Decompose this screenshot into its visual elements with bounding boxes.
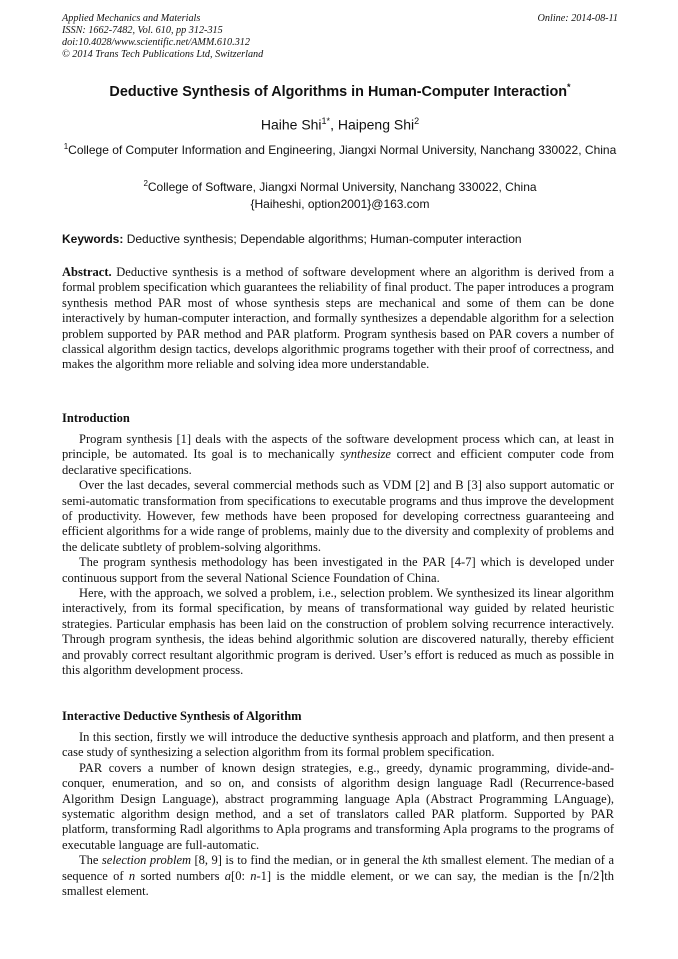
affiliation-2-mark: 2 (143, 179, 148, 188)
author-1: Haihe Shi (260, 116, 322, 133)
author-2: Haipeng Shi (337, 116, 415, 133)
doi-line: doi:10.4028/www.scientific.net/AMM.610.312 (62, 37, 250, 48)
paragraph: Here, with the approach, we solved a problem, i.e., selection problem. We synthesized its linear algorithm interactively, from its formal specification, by means of transformational way guided by related heuristic strategies. Particular emphasis has been laid on the construction of problem solving recurrence interactively. Through program synthesis, the ideas behind algorithmic solution are discovered naturally, thereby efficient and provably correct resultant algorithmic program is derived. User’s effort is reduced as much as possible in this algorithm development process. (62, 586, 614, 678)
ceiling-expression: ⌈n/2⌉ (578, 868, 605, 883)
paragraph: Over the last decades, several commercial methods such as VDM [2] and B [3] also support automatic or semi-automatic transformation from specifications to executable programs and thus improve the development of productivity. However, few methods have been proposed for developing correctness guaranteeing and efficient algorithms for a wide range of problems, mainly due to the diversity and complexity of problems and the delicate subtlety of problem-solving algorithms. (62, 478, 614, 554)
issn-line: ISSN: 1662-7482, Vol. 610, pp 312-315 (62, 25, 223, 36)
keywords-text: Deductive synthesis; Dependable algorithms; Human-computer interaction (123, 232, 522, 246)
paragraph: The program synthesis methodology has been investigated in the PAR [4-7] which is developed under continuous support from the several National Science Foundation of China. (62, 555, 614, 585)
math-var: n (250, 868, 257, 883)
text-run: sorted numbers (135, 868, 225, 883)
math-var: a (224, 868, 232, 883)
keywords (62, 232, 618, 246)
online-date: Online: 2014-08-11 (537, 13, 618, 24)
text-run: [8, 9] is to find the median, or in general the (191, 853, 423, 868)
affiliation-2 (62, 176, 618, 195)
author-email: {Haiheshi, option2001}@163.com (250, 197, 430, 211)
section-heading-introduction: Introduction (62, 411, 130, 425)
text-run: Program synthesis [1] deals with the aspects of the software development process which can, at least in principle, be automated. Its goal is to mechanically (62, 432, 614, 462)
emphasis: selection problem (101, 853, 192, 868)
abstract-label: Abstract. (62, 265, 112, 279)
paragraph: PAR covers a number of known design strategies, e.g., greedy, dynamic programming, divide-and-conquer, enumeration, and so on, and consists of algorithm design language Radl (Recurrence-based Algorithm Design Language), abstract programming language Apla (Abstract Programming LAnguage), systematic algorithm design method, and a set of translators called PAR platform. Supported by PAR platform, transforming Radl algorithms to Apla programs and transforming Apla programs to the programs of executable language are full-automatic. (62, 760, 614, 852)
affiliation-1-mark: 1 (63, 142, 69, 151)
math-var: k (422, 853, 428, 868)
abstract-text: Deductive synthesis is a method of software development where an algorithm is derived from a formal problem specification which guarantees the reliability of final product. The paper introduces a program synthesis method PAR most of whose synthesis steps are mechanical and some of them can be done interactively by human-computer interaction, and formally synthesizes a dependable algorithm for a selection problem supported by PAR method and PAR platform. Program synthesis based on PAR covers a number of classical algorithm design tactics, develops algorithmic programs together with their proof of correctness, and makes the algorithm more reliable and solving idea more understandable. (62, 265, 615, 372)
author-2-mark: 2 (414, 116, 420, 126)
text-run: correct and efficient computer code from declarative specifications. (62, 447, 614, 477)
affiliation-2-text: College of Software, Jiangxi Normal University, Nanchang 330022, China (147, 180, 537, 194)
text-run: th smallest element. The median of a sequence of (62, 853, 614, 883)
keywords-label: Keywords: (62, 232, 124, 246)
paper-title (62, 82, 618, 100)
journal-name: Applied Mechanics and Materials (62, 13, 201, 24)
author-line (62, 116, 618, 133)
emphasis: synthesize (340, 447, 391, 462)
section-heading-interactive-synthesis: Interactive Deductive Synthesis of Algorithm (62, 709, 302, 723)
copyright-line: © 2014 Trans Tech Publications Ltd, Switzerland (62, 49, 264, 60)
running-header (62, 13, 618, 61)
paragraph: In this section, firstly we will introduce the deductive synthesis approach and platform, and then present a case study of synthesizing a selection algorithm from its formal problem specification. (62, 730, 614, 760)
math-var: n (128, 868, 136, 883)
paragraph (62, 853, 614, 899)
text-run: th smallest element. (62, 868, 614, 899)
affiliation-1-text: College of Computer Information and Engineering, Jiangxi Normal University, Nanchang 330022, China (68, 143, 617, 157)
introduction-body (62, 432, 614, 679)
text-run: -1] is the middle element, or we can say, the median is the (256, 868, 579, 883)
title-footnote-mark: * (567, 82, 571, 92)
section2-body (62, 730, 614, 899)
author-separator: , (330, 116, 338, 133)
text-run: The (79, 853, 102, 868)
text-run: [0: (231, 868, 251, 883)
affiliation-1 (62, 139, 618, 158)
title-text: Deductive Synthesis of Algorithms in Human-Computer Interaction (109, 83, 568, 100)
abstract (62, 265, 614, 373)
paragraph (62, 432, 614, 478)
author-1-mark: 1* (321, 116, 331, 126)
